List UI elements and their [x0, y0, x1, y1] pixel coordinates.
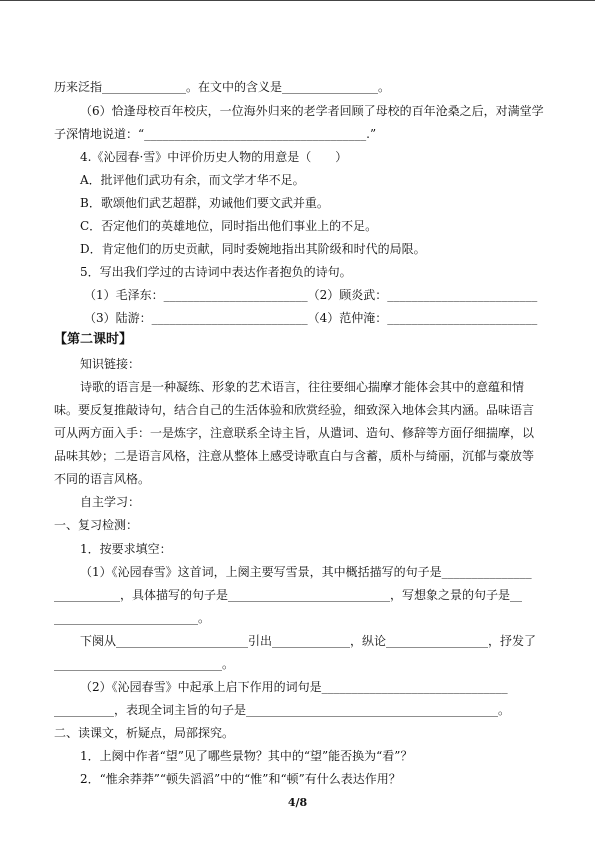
subheading: 自主学习：	[80, 495, 141, 509]
question-line: 1．按要求填空：	[80, 542, 172, 556]
fill-line: ___________，具体描写的句子是___________________________，写想象之景的句子是__	[54, 588, 523, 602]
subheading: 二、读课文，析疑点，局部探究。	[54, 726, 235, 740]
fill-line: ____________________________。	[54, 657, 235, 671]
option-c: C．否定他们的英雄地位，同时指出他们事业上的不足。	[80, 219, 378, 233]
paragraph-line: 不同的语言风格。	[54, 472, 151, 486]
question-line: 2．“惟余莽莽”“顿失滔滔”中的“惟”和“顿”有什么表达作用？	[80, 772, 401, 786]
paragraph-line: 味。要反复推敲诗句，结合自己的生活体验和欣赏经验，细致深入地体会其内涵。品味语言	[54, 403, 535, 417]
fill-line: （2）《沁园春雪》中起承上启下作用的词句是_______________________________	[80, 680, 508, 694]
fill-line: （3）陆游：__________________________（4）范仲淹：_________________________	[84, 311, 538, 325]
option-a: A．批评他们武功有余，而文学才华不足。	[80, 173, 305, 187]
question-4: 4.《沁园春·雪》中评价历史人物的用意是（ ）	[80, 150, 348, 164]
fill-line: （1）毛泽东：________________________（2）顾炎武：_________________________	[84, 288, 538, 302]
subheading: 知识链接：	[80, 357, 141, 371]
paragraph-line: 品味其妙；二是语言风格，注意从整体上感受诗歌直白与含蓄，质朴与绮丽，沉郁与豪放等	[54, 449, 535, 463]
section-heading: 【第二课时】	[54, 332, 133, 347]
text-line: （6）恰逢母校百年校庆，一位海外归来的老学者回顾了母校的百年沧桑之后，对满堂学	[80, 104, 544, 118]
subheading: 一、复习检测：	[54, 518, 139, 532]
option-d: D．肯定他们的历史贡献，同时委婉地指出其阶级和时代的局限。	[80, 242, 426, 256]
text-line: 历来泛指______________。在文中的含义是________________。	[54, 80, 391, 94]
paragraph-line: 可从两方面入手：一是炼字，注意联系全诗主旨，从遣词、造句、修辞等方面仔细揣摩，以	[54, 426, 535, 440]
question-5: 5．写出我们学过的古诗词中表达作者抱负的诗句。	[80, 265, 352, 279]
paragraph-line: 诗歌的语言是一种凝练、形象的艺术语言，往往要细心揣摩才能体会其中的意蕴和情	[80, 380, 525, 394]
page-number: 4/8	[287, 796, 308, 809]
top-rule	[0, 0, 595, 1]
fill-line: ________________________。	[54, 611, 211, 625]
fill-line: 下阕从______________________引出_____________，纵论_________________，抒发了	[80, 634, 537, 648]
text-line: 子深情地说道：“_____________________________________.”	[54, 127, 377, 141]
fill-line: （1）《沁园春雪》这首词，上阕主要写雪景，其中概括描写的句子是_______________	[80, 565, 532, 579]
question-line: 1．上阕中作者“望”见了哪些景物？其中的“望”能否换为“看”？	[80, 749, 413, 763]
fill-line: __________，表现全词主旨的句子是__________________________________________。	[54, 703, 511, 717]
option-b: B．歌颂他们武艺超群，劝诫他们要文武并重。	[80, 196, 329, 210]
